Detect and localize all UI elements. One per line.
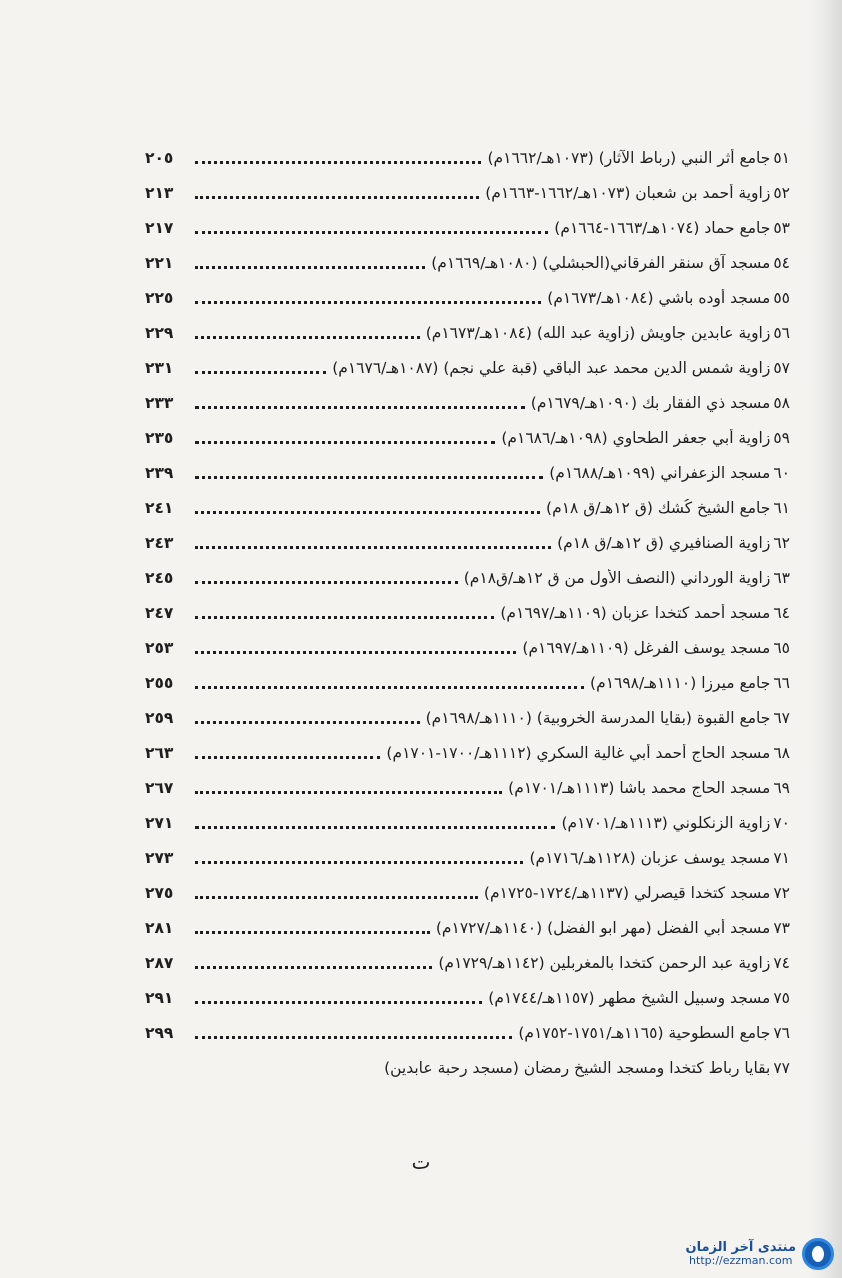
watermark-name: منتدى آخر الزمان <box>685 1239 796 1255</box>
toc-dot-leader <box>195 396 525 409</box>
toc-entry-title: جامع الشيخ كُشك (ق ١٢هـ/ق ١٨م) <box>546 498 771 517</box>
toc-dot-leader <box>195 956 432 969</box>
toc-dot-leader <box>195 991 482 1004</box>
toc-dot-leader <box>195 886 478 899</box>
toc-dot-leader <box>195 1026 512 1039</box>
toc-entry-page: ٢٥٩ <box>145 708 174 727</box>
toc-entry-number: ٦٣ <box>773 568 790 587</box>
toc-entry-page: ٢٧٥ <box>145 883 174 902</box>
toc-entry <box>145 455 790 490</box>
toc-entry-title: مسجد آق سنقر الفرقاني(الحبشلي) (١٠٨٠هـ/١٦٦٩م) <box>431 253 771 272</box>
toc-entry <box>145 140 790 175</box>
toc-entry-title: زاوية عابدين جاويش (زاوية عبد الله) (١٠٨٤هـ/١٦٧٣م) <box>425 323 771 342</box>
toc-entry <box>145 980 790 1015</box>
toc-dot-leader <box>195 186 479 199</box>
toc-entry-title: مسجد يوسف الفرغل (١١٠٩هـ/١٦٩٧م) <box>522 638 771 657</box>
toc-dot-leader <box>195 326 420 339</box>
toc-entry-title: مسجد كتخدا قيصرلي (١١٣٧هـ/١٧٢٤-١٧٢٥م) <box>483 883 771 902</box>
toc-entry-number: ٥٤ <box>773 253 790 272</box>
toc-entry-title: زاوية عبد الرحمن كتخدا بالمغربلين (١١٤٢هـ/١٧٢٩م) <box>438 953 771 972</box>
toc-entry <box>145 420 790 455</box>
toc-entry <box>145 315 790 350</box>
toc-entry <box>145 280 790 315</box>
toc-entry <box>145 1015 790 1050</box>
toc-entry-number: ٥٩ <box>773 428 790 447</box>
toc-entry <box>145 875 790 910</box>
toc-dot-leader <box>195 676 584 689</box>
toc-entry-title: زاوية أحمد بن شعبان (١٠٧٣هـ/١٦٦٢-١٦٦٣م) <box>485 183 771 202</box>
toc-entry-title: مسجد الزعفراني (١٠٩٩هـ/١٦٨٨م) <box>549 463 771 482</box>
toc-entry-title: زاوية الصنافيري (ق ١٢هـ/ق ١٨م) <box>557 533 771 552</box>
toc-entry <box>145 735 790 770</box>
toc-dot-leader <box>195 641 516 654</box>
toc-dot-leader <box>195 746 380 759</box>
toc-entry-number: ٥٨ <box>773 393 790 412</box>
toc-entry-title: مسجد وسبيل الشيخ مطهر (١١٥٧هـ/١٧٤٤م) <box>488 988 771 1007</box>
toc-entry-title: مسجد يوسف عزبان (١١٢٨هـ/١٧١٦م) <box>529 848 771 867</box>
toc-entry <box>145 350 790 385</box>
toc-entry-page: ٢٤٧ <box>145 603 174 622</box>
table-of-contents <box>145 140 790 1085</box>
toc-entry-number: ٥٥ <box>773 288 790 307</box>
toc-dot-leader <box>195 361 326 374</box>
toc-dot-leader <box>195 606 494 619</box>
watermark-url: http://ezzman.com <box>689 1254 793 1268</box>
toc-entry <box>145 945 790 980</box>
toc-entry <box>145 490 790 525</box>
toc-entry-title: مسجد الحاج محمد باشا (١١١٣هـ/١٧٠١م) <box>508 778 771 797</box>
toc-entry-page: ٢٤٥ <box>145 568 174 587</box>
toc-dot-leader <box>195 571 458 584</box>
toc-entry-number: ٦٠ <box>773 463 790 482</box>
toc-entry-number: ٥٢ <box>773 183 790 202</box>
toc-entry-page: ٢٦٣ <box>145 743 174 762</box>
toc-entry-title: مسجد أحمد كتخدا عزبان (١١٠٩هـ/١٦٩٧م) <box>500 603 771 622</box>
toc-entry-number: ٧١ <box>773 848 790 867</box>
toc-entry-title: جامع أثر النبي (رباط الآثار) (١٠٧٣هـ/١٦٦٢م) <box>487 148 771 167</box>
toc-entry <box>145 630 790 665</box>
toc-entry-page: ٢٧٣ <box>145 848 174 867</box>
toc-entry-number: ٥٧ <box>773 358 790 377</box>
toc-entry-page: ٢٤٣ <box>145 533 174 552</box>
toc-dot-leader <box>195 921 430 934</box>
toc-entry <box>145 840 790 875</box>
toc-entry-title: زاوية الورداني (النصف الأول من ق ١٢هـ/ق١٨م) <box>463 568 771 587</box>
toc-entry <box>145 245 790 280</box>
toc-dot-leader <box>195 851 523 864</box>
toc-entry-number: ٦٨ <box>773 743 790 762</box>
page-number-letter: ت <box>411 1150 431 1174</box>
toc-entry-page: ٢٣٣ <box>145 393 174 412</box>
toc-entry-number: ٥١ <box>773 148 790 167</box>
toc-entry <box>145 700 790 735</box>
toc-entry-title: جامع حماد (١٠٧٤هـ/١٦٦٣-١٦٦٤م) <box>554 218 771 237</box>
toc-entry-title: مسجد ذي الفقار بك (١٠٩٠هـ/١٦٧٩م) <box>530 393 771 412</box>
toc-entry-page: ٢٩٩ <box>145 1023 174 1042</box>
toc-entry-title: زاوية شمس الدين محمد عبد الباقي (قبة علي نجم) (١٠٨٧هـ/١٦٧٦م) <box>332 358 771 377</box>
toc-entry-number: ٧٧ <box>773 1058 790 1077</box>
toc-entry-number: ٧٣ <box>773 918 790 937</box>
toc-dot-leader <box>195 816 555 829</box>
toc-entry <box>145 560 790 595</box>
toc-entry-number: ٦٦ <box>773 673 790 692</box>
toc-entry-title: مسجد الحاج أحمد أبي غالية السكري (١١١٢هـ/١٧٠٠-١٧٠١م) <box>386 743 771 762</box>
toc-entry-number: ٥٣ <box>773 218 790 237</box>
toc-entry-number: ٦٩ <box>773 778 790 797</box>
toc-entry-page: ٢٢٥ <box>145 288 174 307</box>
toc-entry-page: ٢٧١ <box>145 813 174 832</box>
toc-entry-page: ٢٢٩ <box>145 323 174 342</box>
toc-entry-number: ٦٧ <box>773 708 790 727</box>
toc-entry-title: مسجد أوده باشي (١٠٨٤هـ/١٦٧٣م) <box>547 288 771 307</box>
toc-dot-leader <box>195 781 502 794</box>
toc-entry-page: ٢٨٧ <box>145 953 174 972</box>
toc-entry-page: ٢١٣ <box>145 183 174 202</box>
toc-entry-page: ٢٣٥ <box>145 428 174 447</box>
toc-dot-leader <box>195 256 425 269</box>
toc-entry-number: ٦٤ <box>773 603 790 622</box>
toc-entry-number: ٧٢ <box>773 883 790 902</box>
toc-dot-leader <box>195 466 543 479</box>
toc-entry <box>145 770 790 805</box>
toc-entry-page: ٢٣١ <box>145 358 174 377</box>
forum-watermark <box>686 1238 835 1270</box>
toc-entry-number: ٧٤ <box>773 953 790 972</box>
watermark-text <box>686 1241 797 1267</box>
toc-dot-leader <box>195 221 548 234</box>
toc-entry-number: ٦٢ <box>773 533 790 552</box>
toc-dot-leader <box>195 536 551 549</box>
toc-entry-page: ٢٦٧ <box>145 778 174 797</box>
toc-entry <box>145 525 790 560</box>
toc-entry-page: ٢٩١ <box>145 988 174 1007</box>
page-edge-shadow <box>808 0 842 1278</box>
toc-entry-title: جامع القبوة (بقايا المدرسة الخروبية) (١١١٠هـ/١٦٩٨م) <box>425 708 771 727</box>
toc-entry-page: ٢٨١ <box>145 918 174 937</box>
toc-entry <box>145 805 790 840</box>
toc-entry-page: ٢٣٩ <box>145 463 174 482</box>
toc-entry <box>145 1050 790 1085</box>
toc-entry-page: ٢٤١ <box>145 498 174 517</box>
toc-entry-number: ٦١ <box>773 498 790 517</box>
toc-entry-title: جامع ميرزا (١١١٠هـ/١٦٩٨م) <box>590 673 771 692</box>
toc-dot-leader <box>195 291 541 304</box>
toc-dot-leader <box>195 151 481 164</box>
forum-logo-icon <box>802 1238 834 1270</box>
toc-dot-leader <box>195 711 420 724</box>
toc-entry-number: ٥٦ <box>773 323 790 342</box>
toc-entry-number: ٦٥ <box>773 638 790 657</box>
toc-entry <box>145 910 790 945</box>
toc-entry-title: مسجد أبي الفضل (مهر ابو الفضل) (١١٤٠هـ/١٧٢٧م) <box>435 918 771 937</box>
toc-dot-leader <box>195 431 495 444</box>
toc-entry-page: ٢٥٥ <box>145 673 174 692</box>
toc-entry-title: جامع السطوحية (١١٦٥هـ/١٧٥١-١٧٥٢م) <box>518 1023 771 1042</box>
toc-entry <box>145 595 790 630</box>
toc-entry <box>145 665 790 700</box>
toc-entry-number: ٧٠ <box>773 813 790 832</box>
toc-entry-title: زاوية الزنكلوني (١١١٣هـ/١٧٠١م) <box>561 813 771 832</box>
toc-entry-number: ٧٥ <box>773 988 790 1007</box>
toc-entry-number: ٧٦ <box>773 1023 790 1042</box>
toc-entry-title: زاوية أبي جعفر الطحاوي (١٠٩٨هـ/١٦٨٦م) <box>501 428 771 447</box>
toc-dot-leader <box>195 501 540 514</box>
toc-entry-page: ٢٠٥ <box>145 148 174 167</box>
toc-entry <box>145 175 790 210</box>
toc-entry-page: ٢٢١ <box>145 253 174 272</box>
toc-entry-title: بقايا رباط كتخدا ومسجد الشيخ رمضان (مسجد رحبة عابدين) <box>384 1058 771 1077</box>
toc-entry-page: ٢١٧ <box>145 218 174 237</box>
toc-entry <box>145 210 790 245</box>
toc-entry-page: ٢٥٣ <box>145 638 174 657</box>
toc-entry <box>145 385 790 420</box>
